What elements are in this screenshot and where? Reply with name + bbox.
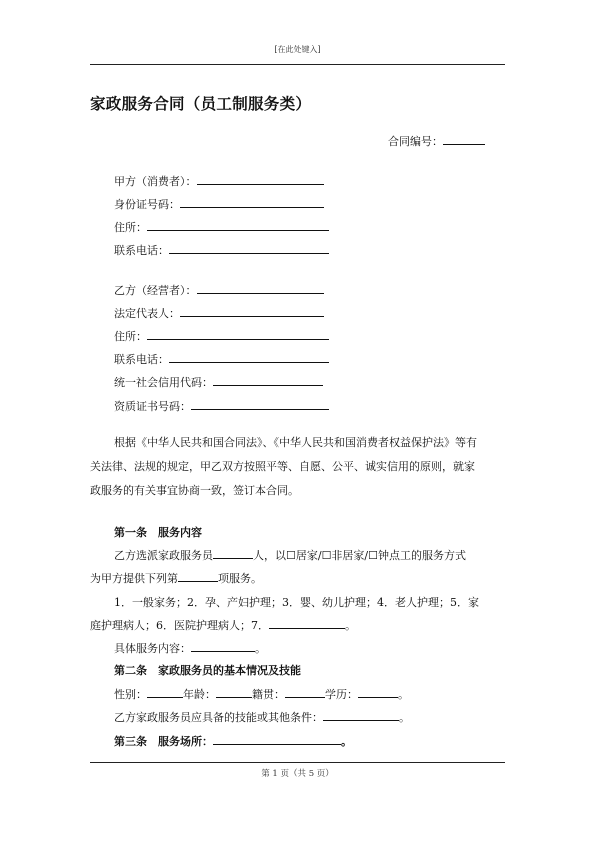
page-footer: 第 1 页（共 5 页）: [261, 769, 334, 779]
preamble-line: 根据《中华人民共和国合同法》、《中华人民共和国消费者权益保护法》等有: [114, 436, 477, 449]
header-rule: [90, 64, 505, 65]
party-b-cert-blank[interactable]: [191, 398, 329, 410]
article-1-para-2: [114, 594, 479, 610]
contract-number-label: 合同编号：: [388, 135, 443, 148]
footer-rule: [90, 762, 505, 763]
party-b-credit-label: 统一社会信用代码：: [114, 376, 213, 389]
party-b-name-field: [114, 282, 324, 298]
gender-label: 性别：: [114, 688, 147, 701]
party-b-rep-label: 法定代表人：: [114, 307, 180, 320]
age-label: 年龄：: [183, 688, 216, 701]
party-a-address-field: [114, 219, 329, 235]
text-run: 1．一般家务；2．孕、产妇护理；3．婴、幼儿护理；4．老人护理；5．家: [114, 596, 479, 609]
age-blank[interactable]: [216, 686, 252, 698]
party-b-credit-blank[interactable]: [213, 374, 323, 386]
text-run: 具体服务内容：: [114, 642, 191, 655]
origin-label: 籍贯：: [252, 688, 285, 701]
article-1-heading: 第一条 服务内容: [114, 526, 202, 539]
staff-count-blank[interactable]: [213, 547, 253, 559]
text-run: 。: [341, 735, 352, 748]
document-title: 家政服务合同（员工制服务类）: [90, 94, 312, 113]
party-a-id-label: 身份证号码：: [114, 198, 180, 211]
party-a-id-blank[interactable]: [180, 196, 324, 208]
party-a-phone-label: 联系电话：: [114, 244, 169, 257]
education-blank[interactable]: [358, 686, 398, 698]
party-b-address-blank[interactable]: [147, 328, 329, 340]
text-run: 乙方选派家政服务员: [114, 549, 213, 562]
party-a-id-field: [114, 196, 324, 212]
service-item-blank[interactable]: [178, 570, 218, 582]
worker-skills-line: [114, 709, 410, 725]
origin-blank[interactable]: [285, 686, 325, 698]
preamble-line: 关法律、法规的规定，甲乙双方按照平等、自愿、公平、诚实信用的原则，就家: [90, 460, 475, 473]
contract-number: [388, 133, 485, 149]
worker-info-line: [114, 686, 409, 702]
service-detail-blank[interactable]: [191, 640, 255, 652]
preamble-line: 政服务的有关事宜协商一致，签订本合同。: [90, 484, 299, 497]
party-b-phone-field: [114, 351, 329, 367]
page-header: [在此处键入]: [274, 45, 321, 54]
article-1-para-2-cont: [90, 617, 356, 633]
text-run: 为甲方提供下列第: [90, 572, 178, 585]
party-b-name-label: 乙方（经营者）：: [114, 284, 197, 297]
contract-number-blank[interactable]: [443, 133, 485, 145]
party-b-name-blank[interactable]: [197, 282, 324, 294]
party-a-phone-blank[interactable]: [169, 242, 329, 254]
party-b-cert-label: 资质证书号码：: [114, 400, 191, 413]
preamble-paragraph: [90, 431, 505, 503]
article-1-para-1: [114, 547, 466, 563]
text-run: 人，以☐居家/☐非居家/☐钟点工的服务方式: [253, 549, 466, 562]
article-3-heading: [114, 733, 352, 749]
text-run: 。: [398, 688, 409, 701]
text-run: 项服务。: [218, 572, 262, 585]
party-b-phone-label: 联系电话：: [114, 353, 169, 366]
text-run: 庭护理病人；6．医院护理病人；7．: [90, 619, 269, 632]
party-b-address-label: 住所：: [114, 330, 147, 343]
text-run: 。: [399, 711, 410, 724]
text-run: 。: [345, 619, 356, 632]
education-label: 学历：: [325, 688, 358, 701]
party-b-cert-field: [114, 398, 329, 414]
party-a-name-blank[interactable]: [197, 173, 324, 185]
article-1-para-1-cont: [90, 570, 262, 586]
party-b-credit-field: [114, 374, 323, 390]
party-a-phone-field: [114, 242, 329, 258]
party-b-rep-field: [114, 305, 324, 321]
party-a-address-blank[interactable]: [147, 219, 329, 231]
article-2-heading: 第二条 家政服务员的基本情况及技能: [114, 664, 301, 677]
party-a-name-field: [114, 173, 324, 189]
party-a-address-label: 住所：: [114, 221, 147, 234]
skills-blank[interactable]: [323, 709, 399, 721]
other-service-blank[interactable]: [269, 617, 345, 629]
party-b-address-field: [114, 328, 329, 344]
skills-label: 乙方家政服务员应具备的技能或其他条件：: [114, 711, 323, 724]
party-b-phone-blank[interactable]: [169, 351, 329, 363]
gender-blank[interactable]: [147, 686, 183, 698]
text-run: 。: [255, 642, 266, 655]
party-a-name-label: 甲方（消费者）：: [114, 175, 197, 188]
article-3-label: 第三条 服务场所：: [114, 735, 213, 748]
service-location-blank[interactable]: [213, 733, 341, 745]
article-1-para-3: [114, 640, 266, 656]
party-b-rep-blank[interactable]: [180, 305, 324, 317]
